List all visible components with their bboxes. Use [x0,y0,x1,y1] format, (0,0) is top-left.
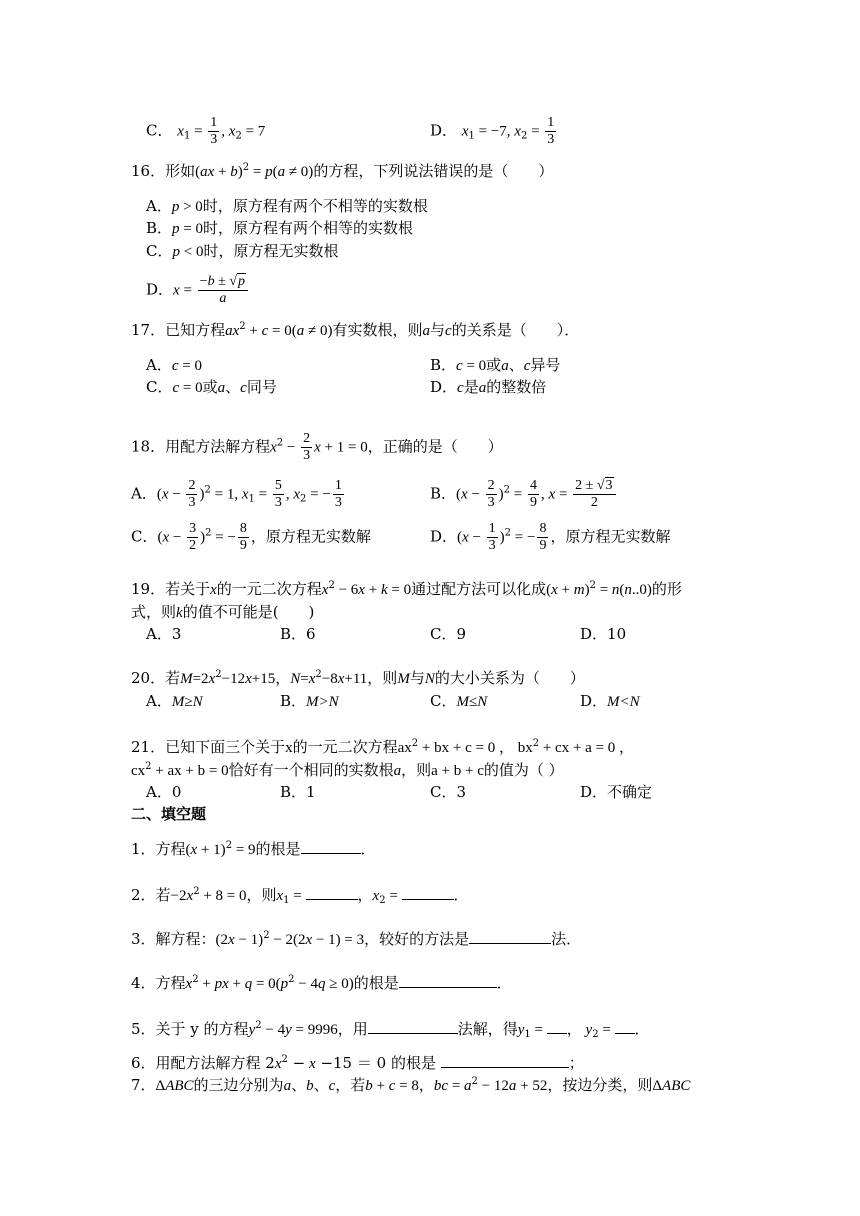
q15-option-d[interactable]: D． $x_1 = -7$, $x_2$ = $\frac{1}{3}$ [430,115,555,147]
q16-option-b[interactable]: B．p = 0时，原方程有两个相等的实数根 [146,219,414,237]
q15-option-c[interactable]: C． $x_1$ = $\frac{1}{3}$ , $x_2 = 7$ [146,115,266,147]
answer-blank[interactable] [399,973,497,988]
fill-question-4: 4．方程$x^2$ + px + $q = 0(p^2 - 4q \ge 0)$的根是 ． [131,974,512,992]
q18-option-b[interactable]: B．(x − $\frac{2}{3}$ )$^2$ = $\frac{4}{9}$ , x = $\frac{2 \pm √3}{2}$ [430,479,618,510]
q18-option-a[interactable]: A．(x − $\frac{2}{3}$ )$^2$ = 1, $x_1$ = $\frac{5}{3}$ , $x_2$ = − $\frac{1}{3}$ [131,478,342,510]
q21-stem: 21．已知下面三个关于x的一元二次方程$ax^2$ + bx + c = 0 ， $bx^2$ + cx + a = 0 ， [131,738,635,756]
q17-option-b[interactable]: B．c = 0或a、c异号 [430,356,561,374]
answer-blank[interactable] [441,1053,569,1068]
q19-stem: 19．若关于x的一元二次方程$x^2 - 6x + k = 0$通过配方法可以化成$(x + m)^2 = n(n..0)$的形 [131,580,682,598]
q20-option-b[interactable]: B．M>N [280,692,339,710]
q21-option-a[interactable]: A．0 [146,783,182,801]
q17-option-c[interactable]: C．c = 0或a、c同号 [146,378,277,396]
q19-option-a[interactable]: A．3 [146,625,182,643]
q17-option-a[interactable]: A．c = 0 [146,356,202,374]
answer-blank-y2[interactable] [615,1019,635,1034]
q17-option-d[interactable]: D．c是a的整数倍 [430,378,547,396]
q19-option-b[interactable]: B．6 [280,625,316,643]
q19-stem-line2: 式，则k的值不可能是( ) [131,603,315,621]
q18-stem: 18．用配方法解方程$x^2$ − $\frac{2}{3}$ x + 1 = 0，正确的是（ ） [131,431,503,463]
answer-blank-y1[interactable] [547,1019,567,1034]
q21-stem-line2: $cx^2$ + ax + b = 0恰好有一个相同的实数根a，则a + b + c的值为（ ） [131,761,564,779]
q18-option-d[interactable]: D．(x − $\frac{1}{3}$ )$^2$ = − $\frac{8}{9}$ ，原方程无实数解 [430,521,671,553]
q16-option-c[interactable]: C．p < 0时，原方程无实数根 [146,242,339,260]
fill-question-5: 5．关于 y 的方程$y^2 - 4y = 9996$，用 法解，得$y_1$ = ， $y_2$ = ． [131,1020,650,1040]
q16-option-a[interactable]: A．p > 0时，原方程有两个不相等的实数根 [146,197,428,215]
fill-question-3: 3．解方程：$(2x - 1)^2 - 2(2x - 1) = 3$，较好的方法是 法． [131,930,582,948]
q20-option-d[interactable]: D．M<N [580,692,640,710]
section-title-fill-in: 二、填空题 [131,805,207,823]
fill-question-6: 6．用配方法解方程 $2x^2 - x -15 = 0$ 的根是 ； [131,1054,584,1072]
answer-blank-method[interactable] [368,1019,458,1034]
answer-blank-x1[interactable] [306,885,358,900]
answer-blank-x2[interactable] [402,885,454,900]
q21-option-d[interactable]: D．不确定 [580,783,653,801]
q20-option-a[interactable]: A．M≥N [146,692,203,710]
q20-option-c[interactable]: C．M≤N [430,692,488,710]
q18-option-c[interactable]: C．(x − $\frac{3}{2}$ )$^2$ = − $\frac{8}{9}$ ，原方程无实数解 [131,521,371,553]
answer-blank[interactable] [301,839,361,854]
q20-stem: 20．若$M=2x^2-12x+15$，$N=x^2-8x+11$，则M与N的大小关系为（ ） [131,669,585,687]
fill-question-1: 1．方程$(x + 1)^2 = 9$的根是 ． [131,840,376,858]
answer-blank[interactable] [469,929,551,944]
q21-option-c[interactable]: C．3 [430,783,467,801]
q17-stem: 17．已知方程$ax^2 + c = 0(a \ne 0)$有实数根，则a与c的关系是（ ）． [131,321,580,339]
q21-option-b[interactable]: B．1 [280,783,316,801]
fill-question-2: 2．若$-2x^2 + 8 = 0$，则$x_1$ = ，$x_2$ = ． [131,886,469,906]
q16-option-d[interactable]: D．x = $\frac{-b \pm √p}{a}$ [146,275,250,306]
fill-question-7: 7．ΔABC的三边分别为a、b、c，若b + c = 8，bc = $a^2 - 12a + 52$，按边分类，则ΔABC [131,1076,691,1094]
q16-stem: 16．形如(ax + b)$^2$ = p(a ≠ 0)的方程，下列说法错误的是（ ） [131,162,554,180]
q19-option-d[interactable]: D．10 [580,625,627,643]
q19-option-c[interactable]: C．9 [430,625,467,643]
